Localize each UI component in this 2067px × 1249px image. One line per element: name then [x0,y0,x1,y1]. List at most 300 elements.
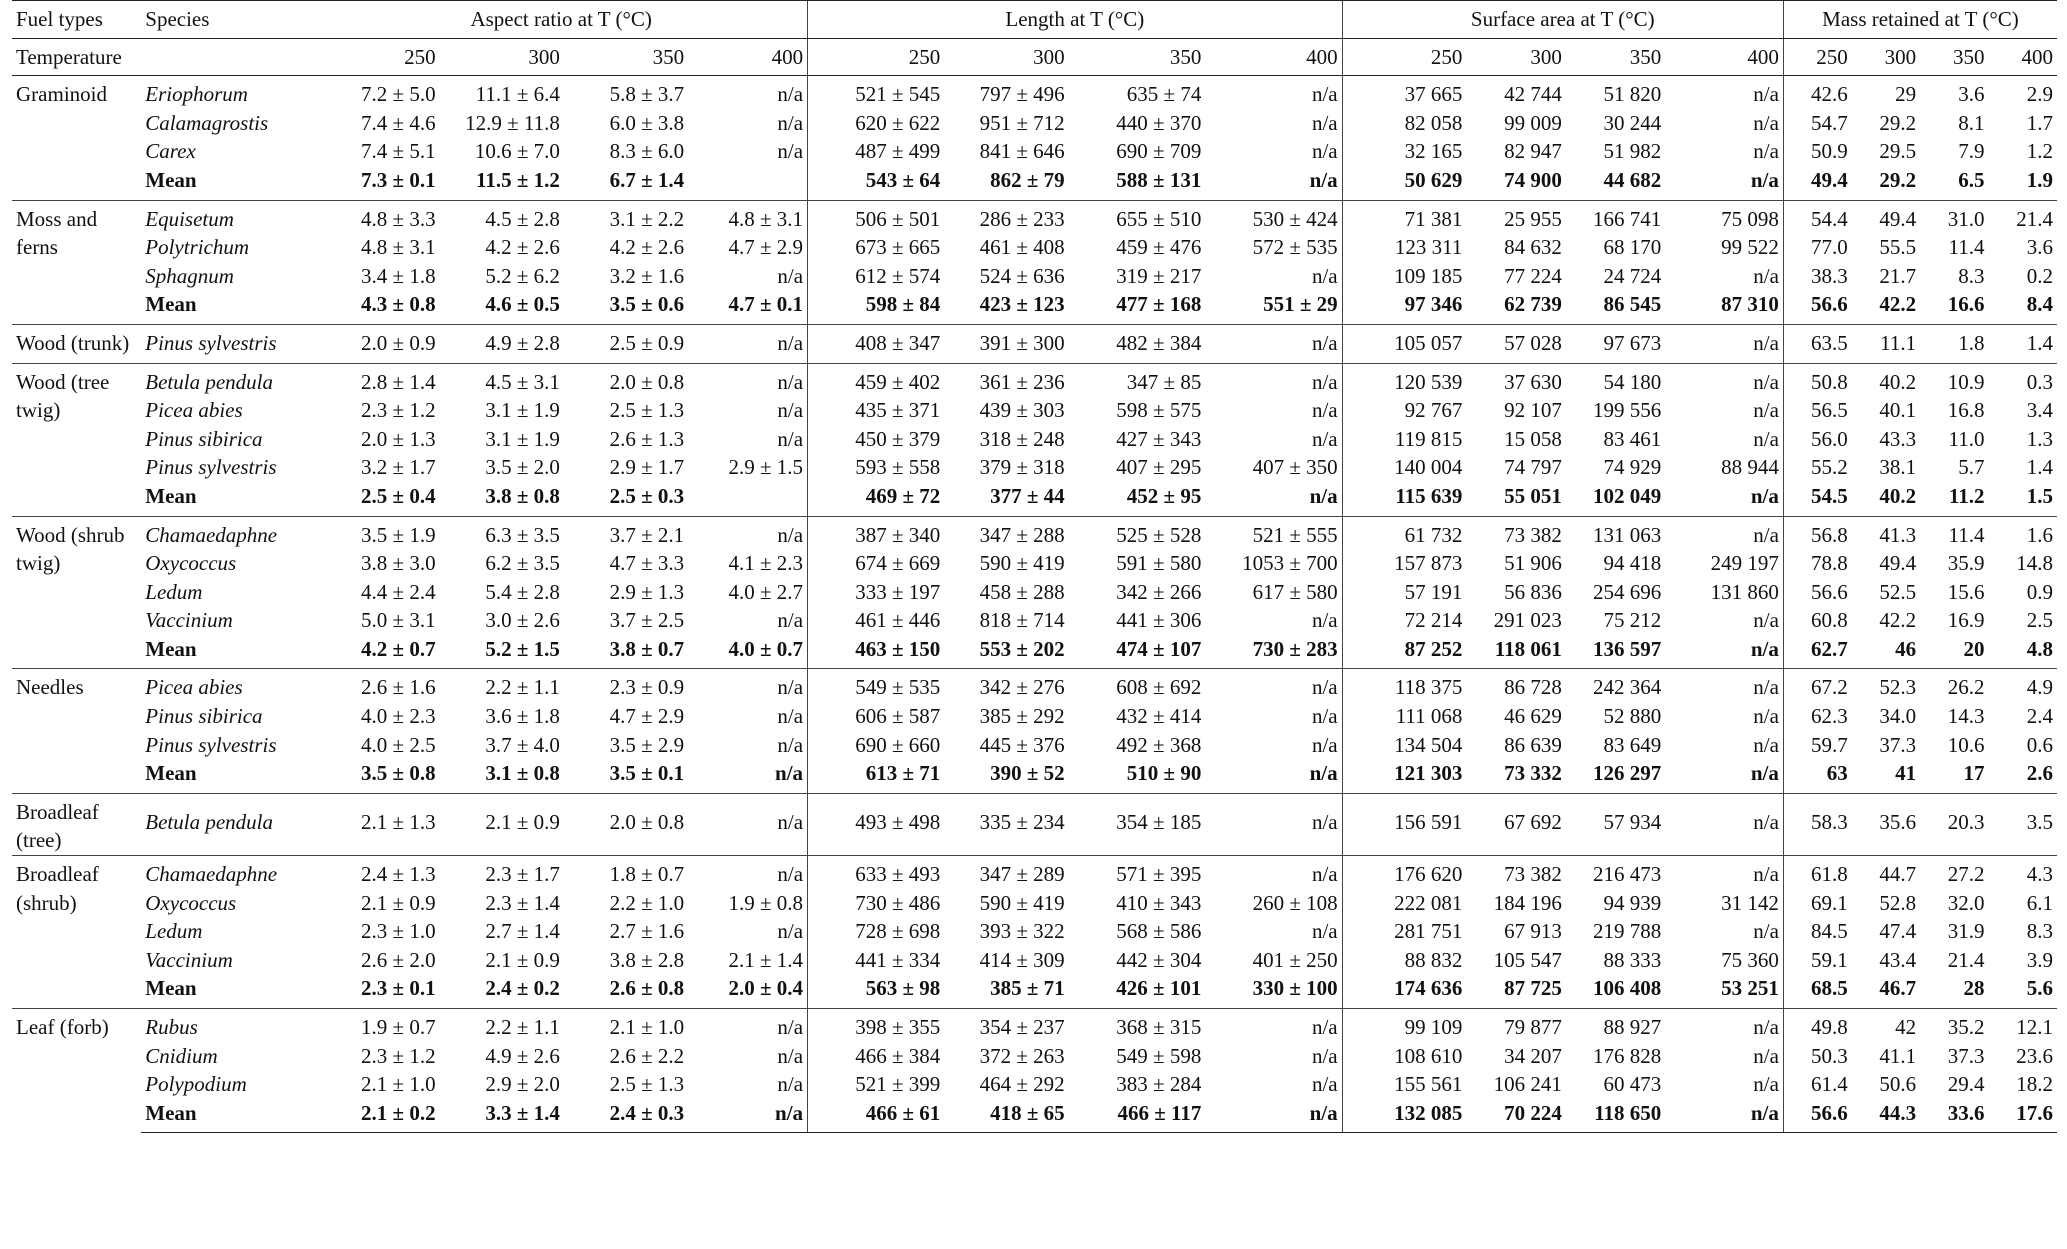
aspect-ratio-350-cell: 2.3 ± 0.9 [564,669,688,702]
header-mass-retained: Mass retained at T (°C) [1783,1,2057,39]
mass-retained-350-cell: 28 [1963,976,1985,1001]
mass-retained-250-cell: 60.8 [1783,606,1851,635]
length-400-cell: n/a [1311,398,1338,423]
length-350-cell: 441 ± 306 [1116,608,1202,633]
temp-400: 400 [1205,38,1342,76]
surface-area-400-cell: 99 522 [1721,235,1779,260]
length-350-cell: 354 ± 185 [1069,793,1206,846]
aspect-ratio-350-cell: 4.7 ± 3.3 [609,551,685,576]
mass-retained-300-cell: 52.5 [1879,579,1917,604]
aspect-ratio-300-cell: 3.3 ± 1.4 [440,1099,564,1133]
species-cell: Equisetum [141,200,315,233]
length-300-cell: 797 ± 496 [944,76,1068,109]
temp-300: 300 [944,38,1068,76]
surface-area-400-cell: n/a [1753,139,1779,164]
mass-retained-250-cell: 58.3 [1783,793,1851,846]
length-300-cell: 439 ± 303 [979,398,1065,423]
fuel-type-cell: Broadleaf (shrub) [12,856,141,1009]
species-cell: Polypodium [145,1072,247,1097]
surface-area-400-cell: n/a [1753,263,1779,288]
length-300-cell: 342 ± 276 [944,669,1068,702]
species-cell: Betula pendula [141,363,315,396]
mass-retained-400-cell: 3.5 [1988,793,2057,846]
table-row [12,137,2057,166]
aspect-ratio-350-cell: 1.8 ± 0.7 [564,856,688,889]
length-250-cell: 466 ± 384 [808,1042,945,1071]
surface-area-250-cell: 115 639 [1342,482,1466,516]
surface-area-300-cell: 105 547 [1493,947,1562,972]
surface-area-300-cell: 34 207 [1504,1043,1562,1068]
table-row [12,1009,2057,1042]
surface-area-250-cell: 72 214 [1342,606,1466,635]
aspect-ratio-250-cell: 3.4 ± 1.8 [361,263,436,288]
fuel-type-cell: Graminoid [12,76,141,200]
table-row [12,109,2057,138]
surface-area-300-cell: 46 629 [1504,704,1562,729]
aspect-ratio-350-cell: 2.0 ± 0.8 [564,793,688,846]
length-250-cell: 466 ± 61 [808,1099,945,1133]
surface-area-350-cell: 97 673 [1566,324,1665,357]
length-400-cell: n/a [1205,856,1342,889]
surface-area-400-cell: n/a [1665,669,1783,702]
surface-area-250-cell: 155 561 [1342,1070,1466,1099]
surface-area-350-cell: 118 650 [1566,1099,1665,1133]
mass-retained-400-cell: 6.1 [2026,890,2053,915]
mass-retained-250-cell: 61.4 [1783,1070,1851,1099]
aspect-ratio-250-cell: 2.3 ± 0.1 [361,976,436,1001]
aspect-ratio-400-cell: 4.1 ± 2.3 [728,551,804,576]
species-cell: Cnidium [145,1043,218,1068]
surface-area-400-cell: 75 360 [1721,947,1779,972]
table-row [12,363,2057,396]
aspect-ratio-250-cell: 2.1 ± 0.2 [315,1099,439,1133]
surface-area-350-cell: 126 297 [1593,761,1662,786]
surface-area-350-cell: 88 333 [1603,947,1662,972]
length-350-cell: 655 ± 510 [1069,200,1206,233]
aspect-ratio-400-cell: n/a [777,139,804,164]
surface-area-250-cell: 32 165 [1342,137,1466,166]
aspect-ratio-300-cell: 2.1 ± 0.9 [440,793,564,846]
mass-retained-250-cell: 77.0 [1783,233,1851,262]
surface-area-350-cell: 30 244 [1603,110,1662,135]
aspect-ratio-350-cell: 2.9 ± 1.3 [609,579,685,604]
mass-retained-350-cell: 21.4 [1947,947,1985,972]
length-300-cell: 286 ± 233 [944,200,1068,233]
mass-retained-400-cell: 3.9 [2026,947,2053,972]
aspect-ratio-400-cell: n/a [777,608,804,633]
mass-retained-300-cell: 42.2 [1879,608,1917,633]
length-400-cell: 330 ± 100 [1252,976,1338,1001]
surface-area-400-cell: 87 310 [1721,292,1779,317]
mass-retained-350-cell: 7.9 [1958,139,1985,164]
aspect-ratio-300-cell: 3.1 ± 1.9 [485,426,560,451]
mass-retained-250-cell: 54.5 [1783,482,1851,516]
surface-area-350-cell: 88 927 [1566,1009,1665,1042]
surface-area-250-cell: 99 109 [1342,1009,1466,1042]
aspect-ratio-350-cell: 3.5 ± 2.9 [609,732,685,757]
mean-label: Mean [145,483,197,508]
aspect-ratio-250-cell: 7.2 ± 5.0 [315,76,439,109]
aspect-ratio-400-cell: n/a [688,856,807,889]
aspect-ratio-400-cell: n/a [688,793,807,846]
aspect-ratio-250-cell: 2.3 ± 1.2 [361,1043,436,1068]
surface-area-300-cell: 62 739 [1504,292,1562,317]
aspect-ratio-350-cell: 2.1 ± 1.0 [564,1009,688,1042]
aspect-ratio-250-cell: 4.3 ± 0.8 [361,292,436,317]
mass-retained-350-cell: 15.6 [1947,579,1985,604]
aspect-ratio-400-cell: n/a [777,919,804,944]
surface-area-400-cell: n/a [1665,793,1783,846]
length-250-cell: 606 ± 587 [808,702,945,731]
surface-area-250-cell: 156 591 [1342,793,1466,846]
mass-retained-400-cell: 0.2 [2026,263,2053,288]
surface-area-350-cell: 44 682 [1603,167,1662,192]
length-350-cell: 442 ± 304 [1116,947,1202,972]
aspect-ratio-400-cell: n/a [688,1009,807,1042]
mass-retained-350-cell: 5.7 [1958,455,1985,480]
length-250-cell: 633 ± 493 [808,856,945,889]
aspect-ratio-300-cell: 3.1 ± 0.8 [485,761,560,786]
surface-area-400-cell: n/a [1750,636,1779,661]
mass-retained-250-cell: 56.6 [1783,578,1851,607]
length-300-cell: 445 ± 376 [979,732,1065,757]
species-cell [141,847,315,856]
species-cell: Rubus [141,1009,315,1042]
mass-retained-250-cell: 62.7 [1783,635,1851,669]
mean-row [12,1099,2057,1133]
length-300-cell: 461 ± 408 [979,235,1065,260]
mass-retained-250-cell: 59.7 [1783,731,1851,760]
length-400-cell: n/a [1311,1072,1338,1097]
fuel-type-cell: Wood (shrub twig) [12,516,141,669]
species-cell: Pinus sibirica [145,426,263,451]
aspect-ratio-400-cell: 4.8 ± 3.1 [688,200,807,233]
mass-retained-350-cell: 3.6 [1920,76,1988,109]
aspect-ratio-300-cell: 5.2 ± 6.2 [485,263,560,288]
species-cell: Pinus sibirica [145,704,263,729]
aspect-ratio-250-cell: 4.8 ± 3.1 [361,235,436,260]
mass-retained-350-cell: 16.9 [1947,608,1985,633]
mass-retained-300-cell: 47.4 [1879,919,1917,944]
table-row [12,76,2057,109]
mass-retained-350-cell: 10.9 [1920,363,1988,396]
length-400-cell: n/a [1205,1099,1342,1133]
surface-area-300-cell: 51 906 [1504,551,1562,576]
mass-retained-400-cell: 1.5 [2026,483,2053,508]
aspect-ratio-300-cell: 3.1 ± 1.9 [485,398,560,423]
mass-retained-400-cell: 2.9 [1988,76,2057,109]
species-cell: Oxycoccus [145,551,237,576]
length-400-cell: n/a [1205,363,1342,396]
species-cell: Betula pendula [141,793,315,846]
surface-area-300-cell: 73 332 [1504,761,1562,786]
species-cell: Ledum [145,579,203,604]
length-300-cell: 318 ± 248 [979,426,1065,451]
mass-retained-250-cell: 56.0 [1783,425,1851,454]
mass-retained-250-cell [1783,847,1851,856]
species-cell: Oxycoccus [145,890,237,915]
aspect-ratio-350-cell: 3.7 ± 2.1 [564,516,688,549]
surface-area-300-cell: 57 028 [1466,324,1565,357]
surface-area-300-cell: 99 009 [1504,110,1562,135]
length-400-cell: n/a [1205,324,1342,357]
surface-area-250-cell: 118 375 [1342,669,1466,702]
length-250-cell: 549 ± 535 [808,669,945,702]
surface-area-350-cell: 52 880 [1603,704,1662,729]
mass-retained-250-cell: 84.5 [1783,917,1851,946]
mass-retained-400-cell: 1.2 [2026,139,2053,164]
species-cell: Ledum [145,919,203,944]
length-250-cell: 690 ± 660 [808,731,945,760]
length-300-cell: 377 ± 44 [990,483,1065,508]
surface-area-400-cell: n/a [1753,426,1779,451]
aspect-ratio-350-cell: 2.6 ± 2.2 [609,1043,685,1068]
aspect-ratio-300-cell: 3.0 ± 2.6 [485,608,560,633]
surface-area-250-cell: 61 732 [1342,516,1466,549]
aspect-ratio-350-cell: 3.5 ± 0.6 [609,292,685,317]
surface-area-400-cell: n/a [1753,1043,1779,1068]
header-length: Length at T (°C) [808,1,1343,39]
table-row [12,669,2057,702]
aspect-ratio-400-cell: 4.7 ± 2.9 [728,235,804,260]
header-aspect-ratio: Aspect ratio at T (°C) [315,1,807,39]
length-300-cell: 379 ± 318 [979,455,1065,480]
mass-retained-400-cell: 12.1 [1988,1009,2057,1042]
surface-area-250-cell: 108 610 [1342,1042,1466,1071]
surface-area-300-cell: 92 107 [1504,398,1562,423]
mean-label: Mean [145,636,197,661]
surface-area-250-cell: 140 004 [1342,453,1466,482]
mass-retained-300-cell: 37.3 [1879,732,1917,757]
surface-area-400-cell: 75 098 [1665,200,1783,233]
aspect-ratio-250-cell: 3.5 ± 0.8 [361,761,436,786]
mass-retained-350-cell: 11.4 [1920,516,1988,549]
length-250-cell: 461 ± 446 [808,606,945,635]
mass-retained-400-cell: 14.8 [2016,551,2053,576]
length-350-cell: 407 ± 295 [1116,455,1202,480]
table-row [12,1042,2057,1071]
aspect-ratio-350-cell: 3.8 ± 0.7 [609,636,685,661]
mass-retained-350-cell: 31.9 [1947,919,1985,944]
length-400-cell [1205,847,1342,856]
aspect-ratio-400-cell: 4.7 ± 0.1 [728,292,804,317]
mass-retained-300-cell: 41.1 [1879,1043,1917,1068]
surface-area-350-cell [1566,847,1665,856]
surface-area-350-cell: 94 939 [1603,890,1662,915]
surface-area-300-cell: 25 955 [1466,200,1565,233]
surface-area-300-cell: 70 224 [1466,1099,1565,1133]
aspect-ratio-250-cell: 4.2 ± 0.7 [361,636,436,661]
mass-retained-300-cell: 40.2 [1879,483,1917,508]
surface-area-400-cell: 249 197 [1710,551,1779,576]
aspect-ratio-400-cell: n/a [777,110,804,135]
aspect-ratio-250-cell: 2.0 ± 0.9 [315,324,439,357]
aspect-ratio-350-cell: 4.2 ± 2.6 [609,235,685,260]
header-surface-area: Surface area at T (°C) [1342,1,1783,39]
mass-retained-350-cell: 20.3 [1920,793,1988,846]
aspect-ratio-400-cell: n/a [777,1072,804,1097]
length-250-cell: 673 ± 665 [808,233,945,262]
mass-retained-400-cell: 1.7 [2026,110,2053,135]
surface-area-300-cell: 56 836 [1504,579,1562,604]
length-300-cell: 862 ± 79 [990,167,1065,192]
mass-retained-250-cell: 67.2 [1783,669,1851,702]
header-temperature: Temperature [12,38,315,76]
surface-area-300-cell: 106 241 [1493,1072,1562,1097]
mass-retained-400-cell: 18.2 [2016,1072,2053,1097]
mass-retained-350-cell: 17 [1963,761,1985,786]
mean-label: Mean [145,761,197,786]
mass-retained-300-cell: 43.3 [1879,426,1917,451]
mass-retained-250-cell: 56.8 [1783,516,1851,549]
aspect-ratio-400-cell: n/a [775,761,804,786]
aspect-ratio-250-cell: 2.5 ± 0.4 [361,483,436,508]
length-250-cell: 521 ± 545 [808,76,945,109]
length-350-cell: 452 ± 95 [1126,483,1202,508]
surface-area-300-cell: 82 947 [1504,139,1562,164]
aspect-ratio-300-cell: 4.9 ± 2.8 [440,324,564,357]
surface-area-350-cell: 83 649 [1603,732,1662,757]
length-250-cell: 459 ± 402 [808,363,945,396]
mass-retained-350-cell: 10.6 [1947,732,1985,757]
surface-area-400-cell: n/a [1753,732,1779,757]
surface-area-350-cell: 68 170 [1603,235,1662,260]
length-300-cell: 385 ± 292 [979,704,1065,729]
surface-area-350-cell: 83 461 [1603,426,1662,451]
surface-area-250-cell: 109 185 [1342,262,1466,291]
length-300-cell: 372 ± 263 [979,1043,1065,1068]
surface-area-350-cell: 51 820 [1566,76,1665,109]
aspect-ratio-300-cell: 11.5 ± 1.2 [476,167,560,192]
surface-area-400-cell: n/a [1750,167,1779,192]
length-300-cell: 590 ± 419 [979,890,1065,915]
mean-row [12,290,2057,324]
length-400-cell: n/a [1311,608,1338,633]
mass-retained-350-cell: 26.2 [1920,669,1988,702]
aspect-ratio-400-cell: 2.9 ± 1.5 [728,455,804,480]
aspect-ratio-250-cell: 7.3 ± 0.1 [361,167,436,192]
mass-retained-300-cell: 29.5 [1879,139,1917,164]
mass-retained-300-cell: 49.4 [1852,200,1920,233]
surface-area-350-cell: 74 929 [1603,455,1662,480]
surface-area-400-cell: n/a [1753,704,1779,729]
table-row [12,324,2057,357]
mass-retained-300-cell: 21.7 [1879,263,1917,288]
aspect-ratio-300-cell: 3.7 ± 4.0 [485,732,560,757]
fuel-type-cell: Broadleaf (tree) [12,793,141,855]
length-400-cell: n/a [1311,732,1338,757]
temp-400: 400 [688,38,807,76]
temp-300: 300 [1466,38,1565,76]
mean-row [12,974,2057,1008]
mass-retained-350-cell: 1.8 [1920,324,1988,357]
mass-retained-300-cell: 46 [1895,636,1917,661]
aspect-ratio-300-cell: 4.5 ± 3.1 [440,363,564,396]
aspect-ratio-250-cell: 7.4 ± 4.6 [361,110,436,135]
mass-retained-350-cell: 32.0 [1947,890,1985,915]
mass-retained-350-cell: 11.0 [1948,426,1985,451]
mass-retained-400-cell: 8.3 [2026,919,2053,944]
aspect-ratio-350-cell: 2.4 ± 0.3 [564,1099,688,1133]
aspect-ratio-300-cell: 3.6 ± 1.8 [485,704,560,729]
length-400-cell: n/a [1205,793,1342,846]
aspect-ratio-350-cell: 4.7 ± 2.9 [609,704,685,729]
length-300-cell: 553 ± 202 [979,636,1065,661]
surface-area-300-cell: 79 877 [1466,1009,1565,1042]
mass-retained-300-cell: 38.1 [1879,455,1917,480]
mass-retained-250-cell: 56.6 [1783,1099,1851,1133]
mass-retained-400-cell: 0.3 [1988,363,2057,396]
surface-area-400-cell: n/a [1665,516,1783,549]
aspect-ratio-400-cell [688,166,807,200]
surface-area-300-cell: 86 639 [1504,732,1562,757]
aspect-ratio-250-cell: 5.0 ± 3.1 [361,608,436,633]
mass-retained-400-cell: 4.3 [1988,856,2057,889]
surface-area-250-cell: 87 252 [1342,635,1466,669]
length-350-cell: 342 ± 266 [1116,579,1202,604]
length-400-cell: 1053 ± 700 [1242,551,1338,576]
aspect-ratio-350-cell: 2.7 ± 1.6 [609,919,685,944]
surface-area-350-cell: 216 473 [1566,856,1665,889]
temp-250: 250 [808,38,945,76]
length-250-cell: 469 ± 72 [808,482,945,516]
length-300-cell: 458 ± 288 [979,579,1065,604]
length-250-cell: 598 ± 84 [808,290,945,324]
mass-retained-300-cell: 42 [1852,1009,1920,1042]
length-300-cell: 361 ± 236 [944,363,1068,396]
aspect-ratio-250-cell: 3.2 ± 1.7 [361,455,436,480]
length-400-cell: n/a [1205,1009,1342,1042]
fuel-type-cell: Wood (tree twig) [12,363,141,516]
mass-retained-400-cell: 1.9 [2026,167,2053,192]
table-row [12,793,2057,846]
mass-retained-250-cell: 54.7 [1783,109,1851,138]
surface-area-300-cell [1466,847,1565,856]
length-400-cell: n/a [1311,263,1338,288]
temp-400: 400 [1665,38,1783,76]
length-400-cell: n/a [1309,483,1338,508]
surface-area-400-cell: n/a [1753,608,1779,633]
surface-area-350-cell: 254 696 [1593,579,1662,604]
length-350-cell: 635 ± 74 [1069,76,1206,109]
table-row [12,578,2057,607]
surface-area-250-cell: 174 636 [1342,974,1466,1008]
surface-area-400-cell: n/a [1665,76,1783,109]
mass-retained-250-cell: 78.8 [1783,549,1851,578]
surface-area-350-cell: 242 364 [1566,669,1665,702]
aspect-ratio-350-cell [564,847,688,856]
table-row [12,606,2057,635]
surface-area-350-cell: 51 982 [1603,139,1662,164]
aspect-ratio-400-cell: n/a [777,704,804,729]
table-row [12,516,2057,549]
surface-area-400-cell: n/a [1753,919,1779,944]
length-400-cell: n/a [1311,426,1338,451]
mass-retained-300-cell: 35.6 [1852,793,1920,846]
aspect-ratio-350-cell: 2.6 ± 0.8 [609,976,685,1001]
aspect-ratio-400-cell: n/a [688,363,807,396]
temp-350: 350 [1566,38,1665,76]
aspect-ratio-350-cell: 2.5 ± 1.3 [609,1072,685,1097]
aspect-ratio-350-cell: 2.6 ± 1.3 [609,426,685,451]
mass-retained-250-cell: 68.5 [1783,974,1851,1008]
surface-area-400-cell: 53 251 [1721,976,1779,1001]
length-300-cell: 590 ± 419 [979,551,1065,576]
surface-area-300-cell: 42 744 [1466,76,1565,109]
surface-area-350-cell: 60 473 [1603,1072,1662,1097]
aspect-ratio-350-cell: 3.1 ± 2.2 [564,200,688,233]
table-row [12,889,2057,918]
